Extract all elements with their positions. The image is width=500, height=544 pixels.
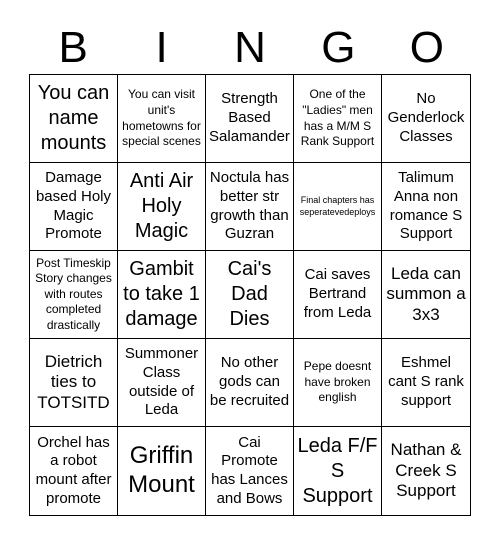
bingo-cell-r1c4[interactable]: One of the "Ladies" men has a M/M S Rank Support — [294, 75, 382, 163]
bingo-cell-r5c5[interactable]: Nathan & Creek S Support — [390, 440, 462, 501]
bingo-cell-r3c4[interactable]: Cai saves Bertrand from Leda — [294, 251, 382, 339]
bingo-cell-r4c3[interactable]: No other gods can be recruited — [206, 339, 294, 427]
bingo-cell-r4c1[interactable]: Dietrich ties to TOTSITD — [30, 339, 118, 427]
header-letter-n: N — [234, 23, 266, 72]
bingo-cell-r1c3[interactable]: Strength Based Salamander — [206, 75, 294, 163]
bingo-cell-r5c2[interactable]: Griffin Mount — [118, 427, 206, 515]
header-letter-g: G — [321, 23, 356, 72]
bingo-cell-r2c2[interactable]: Anti Air Holy Magic — [118, 163, 206, 251]
bingo-cell-r3c2[interactable]: Gambit to take 1 damage — [118, 251, 206, 339]
bingo-cell-r2c3[interactable]: Noctula has better str growth than Guzran — [206, 163, 294, 251]
bingo-cell-r1c2[interactable]: You can visit unit's hometowns for special scenes — [118, 75, 206, 163]
bingo-cell-r3c5[interactable]: Leda can summon a 3x3 — [382, 251, 470, 339]
bingo-cell-r4c2[interactable]: Summoner Class outside of Leda — [118, 339, 206, 427]
header-letter-o: O — [409, 23, 444, 72]
bingo-cell-r4c4[interactable]: Pepe doesnt have broken english — [294, 339, 382, 427]
bingo-cell-r5c1[interactable]: Orchel has a robot mount after promote — [30, 427, 118, 515]
bingo-cell-r5c4[interactable]: Leda F/F S Support — [294, 427, 382, 515]
bingo-header — [29, 20, 471, 76]
bingo-cell-r2c5[interactable]: Talimum Anna non romance S Support — [382, 163, 470, 251]
bingo-cell-r3c3[interactable]: Cai's Dad Dies — [206, 251, 294, 339]
bingo-cell-r2c4[interactable]: Final chapters has seperatevedeploys — [294, 163, 382, 251]
bingo-grid — [29, 74, 471, 516]
bingo-cell-r5c3[interactable]: Cai Promote has Lances and Bows — [206, 427, 294, 515]
header-letter-b: B — [58, 23, 88, 72]
header-letter-i: I — [155, 23, 168, 72]
bingo-cell-r1c1[interactable]: You can name mounts — [30, 75, 118, 163]
bingo-cell-r3c1[interactable]: Post Timeskip Story changes with routes completed drastically — [30, 251, 118, 339]
bingo-cell-r2c1[interactable]: Damage based Holy Magic Promote — [30, 163, 118, 251]
bingo-cell-r4c5[interactable]: Eshmel cant S rank support — [382, 339, 470, 427]
bingo-cell-r1c5[interactable]: No Genderlock Classes — [382, 75, 470, 163]
